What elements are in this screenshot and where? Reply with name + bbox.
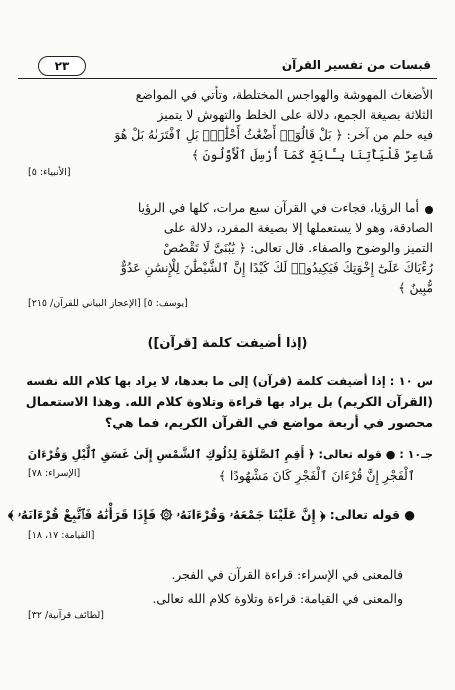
text-line: التميز والوضوح والصفاء. قال تعالى: ﴿ يَٰبُنَىَّ لَا تَقْصُصْ — [163, 240, 433, 255]
text-line: والمعنى في القيامة: قراءة وتلاوة كلام الله تعالى. — [152, 591, 403, 606]
text-line: الصادقة، وهو لا يستعملها إلا بصيغة المفرد، دلالة على — [163, 220, 433, 235]
citation: [الأنبياء: ٥] — [28, 167, 71, 178]
text-line: مُّبِينٌ ﴾ — [398, 280, 433, 295]
text-line: فالمعنى في الإسراء: قراءة القرآن في الفجر. — [171, 567, 403, 582]
answer-line: جـ١٠ : ● قوله تعالى: ﴿ أَقِمِ ٱلصَّلَوٰةَ لِدُلُوكِ ٱلشَّمْسِ إِلَىٰ غَسَقِ ٱلَّيْلِ وَقُرْءَانَ — [27, 448, 433, 461]
page-header — [18, 56, 437, 79]
answer-line: ● قوله تعالى: ﴿ إِنَّ عَلَيْنَا جَمْعَهُۥ وَقُرْءَانَهُۥ ۞ فَإِذَا قَرَأْنَٰهُ فَٱتَّبِعْ قُرْءَانَهُۥ ﴾ — [8, 508, 415, 522]
section-title: (إذا أضيفت كلمة [قرآن]) — [147, 336, 308, 351]
citation: [الإسراء: ٧٨] — [28, 468, 81, 479]
text-line: أما الرؤيا، فجاءت في القرآن سبع مرات، كلها في الرؤيا — [137, 200, 419, 215]
citation: [يوسف: ٥] [الإعجاز البياني للقرآن/ ٢١٥] — [28, 298, 188, 309]
text-line: الثلاثة بصيغة الجمع، دلالة على الخلط والتهوش لا يتميز — [157, 107, 433, 122]
citation: [القيامة: ١٧، ١٨] — [28, 530, 95, 541]
question-line: محصور في أربعة مواضع في القرآن الكريم، فما هي؟ — [104, 415, 433, 430]
page-number: ٢٣ — [38, 56, 86, 76]
text-line: شَاعِرٌ فَلْيَأْتِنَا بِـَٔايَةٍ كَمَآ أُرْسِلَ ٱلْأَوَّلُونَ ﴾ — [191, 147, 433, 162]
citation: [لطائف قرآنية/ ٣٢] — [28, 610, 104, 621]
question-line: (القرآن الكريم) بل يراد بها قراءة وتلاوة كلام الله. وهذا الاستعمال — [25, 394, 433, 409]
text-line: الأضغاث المهوشة والهواجس المختلطة، وتأتي في المواضع — [135, 87, 433, 102]
text-line: فيه حلم من آخر: ﴿ بَلْ قَالُوٓا۟ أَضْغَٰثُ أَحْلَٰمٍۭ بَلِ ٱفْتَرَىٰهُ بَلْ هُوَ — [114, 127, 433, 142]
question-line: س ١٠ : إذا أضيفت كلمة (قرآن) إلى ما بعدها، لا يراد بها كلام الله نفسه — [26, 374, 433, 388]
text-line: رُءْيَاكَ عَلَىٰٓ إِخْوَتِكَ فَيَكِيدُوا۟ لَكَ كَيْدًا إِنَّ ٱلشَّيْطَٰنَ لِلْإِنسَٰنِ عَدُوٌّ — [120, 260, 433, 275]
bullet-icon — [425, 206, 433, 214]
answer-line: ٱلْفَجْرِ إِنَّ قُرْءَانَ ٱلْفَجْرِ كَانَ مَشْهُودًا ﴾ — [218, 468, 415, 483]
book-title: قبسات من تفسير القرآن — [281, 58, 431, 72]
